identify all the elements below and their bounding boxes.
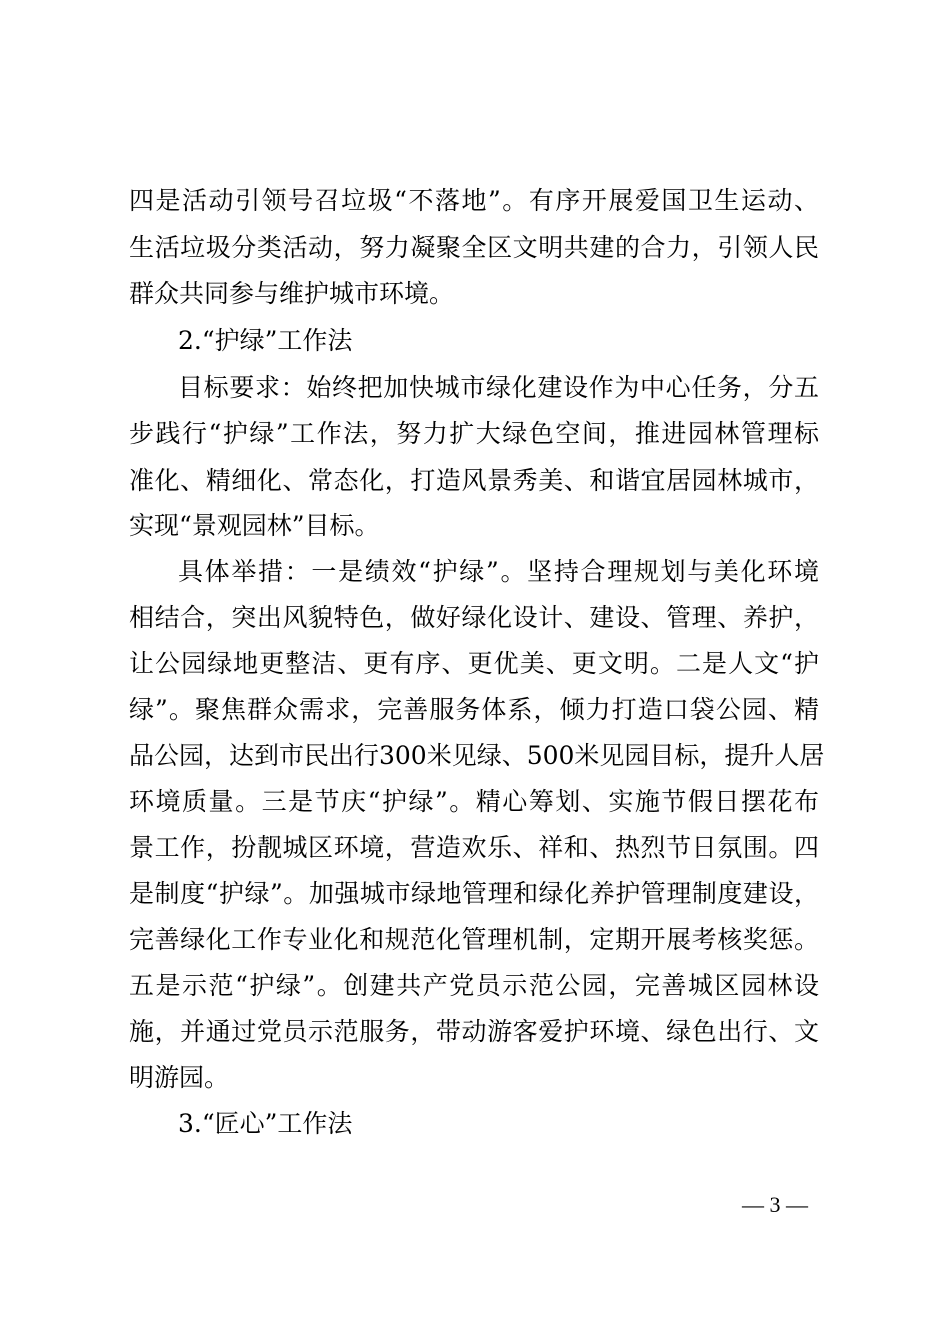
text-line — [0, 595, 950, 641]
line-text: 景工作，扮靓城区环境，营造欢乐、祥和、热烈节日氛围。四 — [129, 833, 819, 862]
section-heading — [0, 318, 950, 364]
text-line — [0, 458, 950, 504]
line-text: 目标要求：始终把加快城市绿化建设作为中心任务，分五 — [178, 373, 819, 402]
line-text: 准化、精细化、常态化，打造风景秀美、和谐宜居园林城市， — [129, 466, 819, 495]
line-text: 步践行“护绿”工作法，努力扩大绿色空间，推进园林管理标 — [129, 419, 819, 448]
line-text: 环境质量。三是节庆“护绿”。精心筹划、实施节假日摆花布 — [129, 787, 819, 816]
text-line — [0, 271, 950, 317]
line-text: 五是示范“护绿”。创建共产党员示范公园，完善城区园林设 — [129, 971, 819, 1000]
section-heading — [0, 1101, 950, 1147]
text-line — [0, 178, 950, 224]
line-text: 绿”。聚焦群众需求，完善服务体系，倾力打造口袋公园、精 — [129, 695, 819, 724]
line-text: 实现“景观园林”目标。 — [129, 511, 380, 540]
text-line — [0, 779, 950, 825]
text-line — [0, 365, 950, 411]
page-number: — 3 — — [742, 1192, 808, 1217]
heading-text: 2.“护绿”工作法 — [178, 326, 353, 355]
text-line — [0, 917, 950, 963]
line-text: 品公园，达到市民出行300米见绿、500米见园目标，提升人居 — [129, 741, 825, 770]
line-text: 施，并通过党员示范服务，带动游客爱护环境、绿色出行、文 — [129, 1017, 819, 1046]
text-line — [0, 687, 950, 733]
line-text: 群众共同参与维护城市环境。 — [129, 279, 455, 308]
line-text: 具体举措：一是绩效“护绿”。坚持合理规划与美化环境 — [178, 557, 819, 586]
text-line — [0, 1009, 950, 1055]
line-text: 生活垃圾分类活动，努力凝聚全区文明共建的合力，引领人民 — [129, 233, 819, 262]
heading-text: 3.“匠心”工作法 — [178, 1109, 353, 1138]
line-text: 四是活动引领号召垃圾“不落地”。有序开展爱国卫生运动、 — [129, 186, 819, 215]
text-line — [0, 549, 950, 595]
text-line — [0, 1055, 950, 1101]
line-text: 相结合，突出风貌特色，做好绿化设计、建设、管理、养护， — [129, 603, 819, 632]
text-line — [0, 733, 950, 779]
line-text: 完善绿化工作专业化和规范化管理机制，定期开展考核奖惩。 — [129, 925, 819, 954]
line-text: 是制度“护绿”。加强城市绿地管理和绿化养护管理制度建设， — [129, 879, 819, 908]
text-line — [0, 641, 950, 687]
text-line — [0, 503, 950, 549]
line-text: 明游园。 — [129, 1063, 230, 1092]
text-line — [0, 825, 950, 871]
text-line — [0, 871, 950, 917]
text-line — [0, 963, 950, 1009]
line-text: 让公园绿地更整洁、更有序、更优美、更文明。二是人文“护 — [129, 649, 819, 678]
text-line — [0, 411, 950, 457]
text-line — [0, 225, 950, 271]
